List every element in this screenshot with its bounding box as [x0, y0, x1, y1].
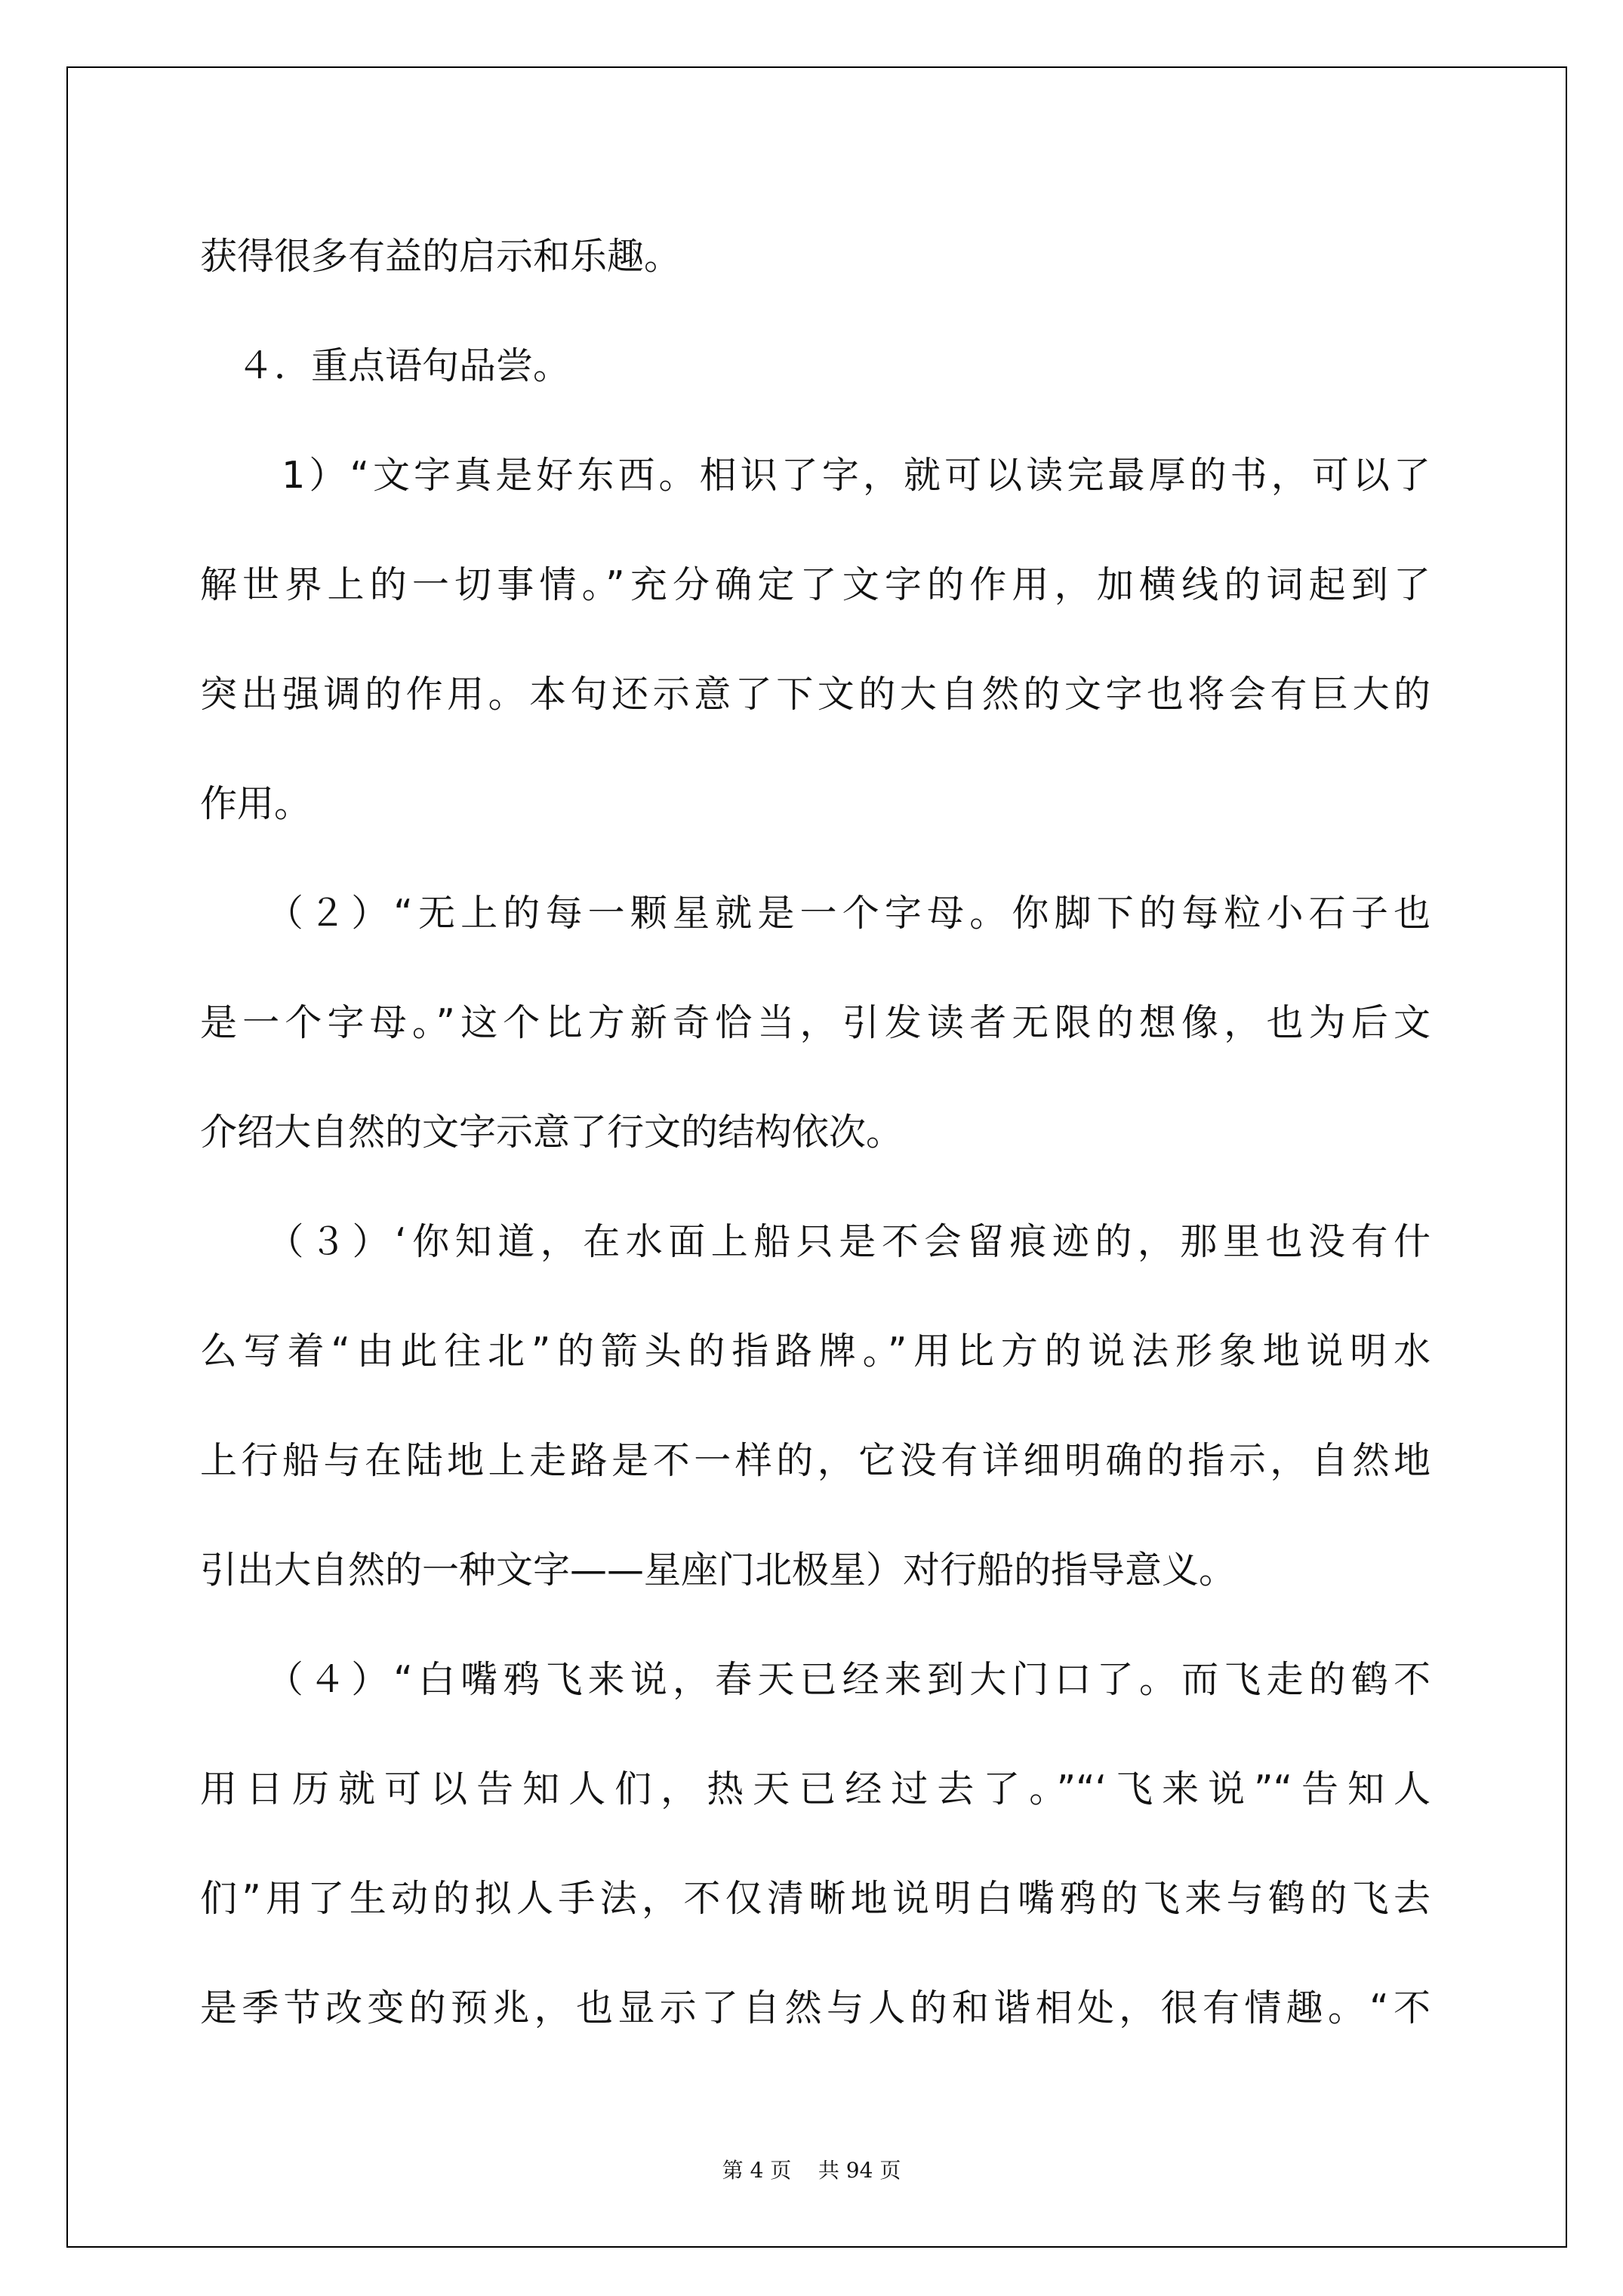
text-line: 是季节改变的预兆，也显示了自然与人的和谐相处，很有情趣。“不 [200, 1986, 1431, 2029]
text-line: （２）“无上的每一颗星就是一个字母。你脚下的每粒小石子也 [200, 892, 1431, 935]
text-line: 突出强调的作用。本句还示意了下文的大自然的文字也将会有巨大的 [200, 673, 1431, 716]
page-number: 第 4 页 共 94 页 [722, 2158, 901, 2183]
text-line: 解世界上的一切事情。”充分确定了文字的作用，加横线的词起到了 [200, 563, 1431, 606]
text-line: 是一个字母。”这个比方新奇恰当，引发读者无限的想像，也为后文 [200, 1001, 1431, 1044]
text-line: 么写着“由此往北”的箭头的指路牌。”用比方的说法形象地说明水 [200, 1330, 1431, 1373]
text-line: （３）‘你知道，在水面上船只是不会留痕迹的，那里也没有什 [200, 1220, 1431, 1263]
text-line: （４）“白嘴鸦飞来说，春天已经来到大门口了。而飞走的鹤不 [200, 1658, 1431, 1701]
text-line: 用日历就可以告知人们，热天已经过去了。”“‘飞来说”“告知人 [200, 1767, 1431, 1811]
text-line: 们”用了生动的拟人手法，不仅清晰地说明白嘴鸦的飞来与鹤的飞去 [200, 1877, 1431, 1920]
text-line: 获得很多有益的启示和乐趣。 [200, 235, 682, 278]
text-line: 引出大自然的一种文字——星座门北极星）对行船的指导意义。 [200, 1549, 1236, 1592]
text-line: ４．重点语句品尝。 [200, 344, 571, 387]
text-line: 1）“文字真是好东西。相识了字，就可以读完最厚的书，可以了 [200, 454, 1431, 497]
text-line: 作用。 [200, 782, 312, 825]
text-line: 上行船与在陆地上走路是不一样的，它没有详细明确的指示，自然地 [200, 1439, 1431, 1482]
text-line: 介绍大自然的文字示意了行文的结构依次。 [200, 1111, 904, 1154]
